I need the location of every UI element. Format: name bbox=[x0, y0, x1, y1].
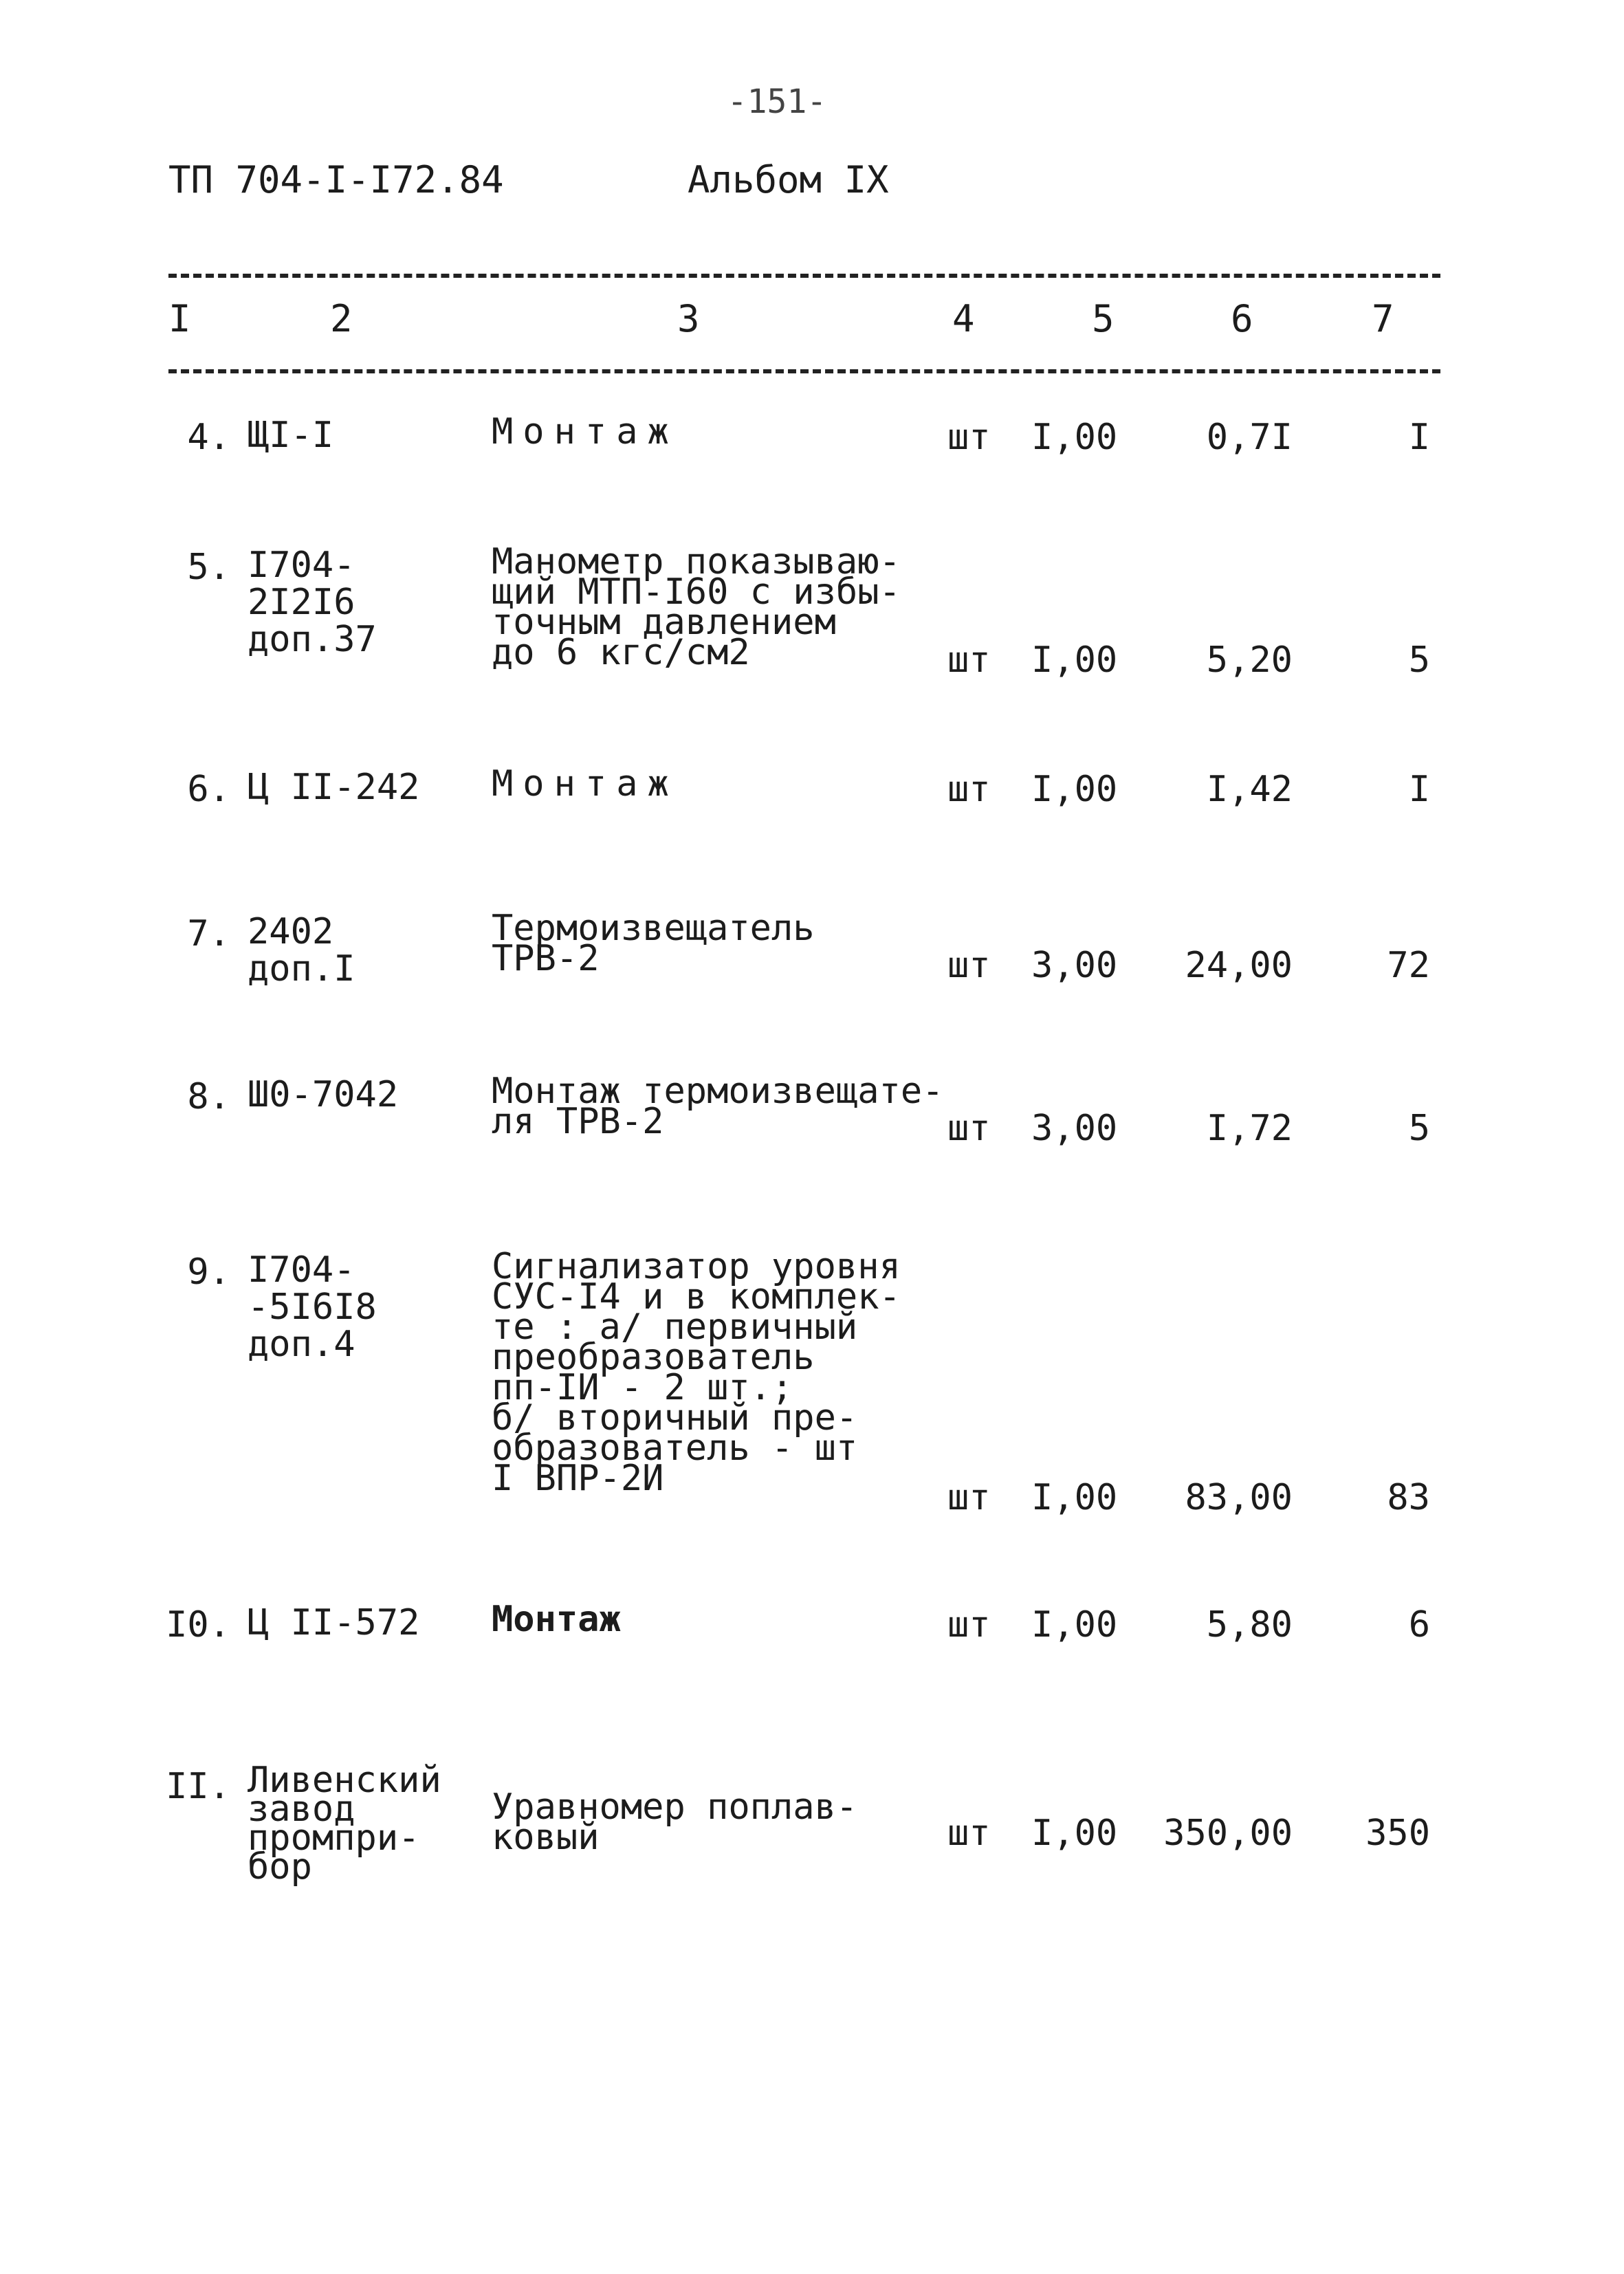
row-unit: шт bbox=[947, 639, 991, 681]
row-name: Уравномер поплав- ковый bbox=[492, 1786, 858, 1858]
row-unit: шт bbox=[947, 1477, 991, 1518]
column-header-3: 3 bbox=[677, 297, 700, 340]
row-code: Ц II-572 bbox=[248, 1602, 420, 1643]
row-unit: шт bbox=[947, 1108, 991, 1149]
row-code: I704- 2I2I6 доп.37 bbox=[248, 545, 377, 660]
row-total: 5 bbox=[1408, 1108, 1430, 1149]
row-quantity: I,00 bbox=[1031, 769, 1118, 810]
header-bottom-rule bbox=[168, 369, 1440, 373]
row-number: 4. bbox=[187, 417, 230, 458]
row-number: 8. bbox=[187, 1076, 230, 1117]
row-unit: шт bbox=[947, 945, 991, 986]
row-price: 5,80 bbox=[1206, 1604, 1293, 1646]
album-label: Альбом IX bbox=[688, 158, 889, 201]
row-number: 5. bbox=[187, 547, 230, 588]
row-unit: шт bbox=[947, 769, 991, 810]
row-name: Монтаж bbox=[492, 1599, 621, 1640]
row-price: 83,00 bbox=[1185, 1477, 1293, 1518]
row-price: I,72 bbox=[1206, 1108, 1293, 1149]
row-name: Сигнализатор уровня СУС-I4 и в комплек- те : а/ первичный преобразователь пп-IИ - 2 шт.; б/ вторичный пре- образователь - шт I ВПР-2И bbox=[492, 1246, 901, 1499]
row-total: 83 bbox=[1387, 1477, 1430, 1518]
row-code: 2402 доп.I bbox=[248, 911, 355, 990]
row-total: 350 bbox=[1365, 1813, 1430, 1854]
row-unit: шт bbox=[947, 1813, 991, 1854]
row-quantity: 3,00 bbox=[1031, 1108, 1118, 1149]
row-price: 24,00 bbox=[1185, 945, 1293, 986]
column-header-4: 4 bbox=[952, 297, 975, 340]
row-code: Ц II-242 bbox=[248, 767, 420, 808]
row-total: 72 bbox=[1387, 945, 1430, 986]
row-price: I,42 bbox=[1206, 769, 1293, 810]
row-code: Ш0-7042 bbox=[248, 1074, 399, 1115]
column-header-7: 7 bbox=[1372, 297, 1394, 340]
document-code: ТП 704-I-I72.84 bbox=[168, 158, 504, 201]
row-quantity: I,00 bbox=[1031, 1813, 1118, 1854]
row-unit: шт bbox=[947, 1604, 991, 1646]
row-quantity: I,00 bbox=[1031, 1604, 1118, 1646]
row-number: 7. bbox=[187, 913, 230, 954]
row-total: I bbox=[1408, 417, 1430, 458]
page-number: -151- bbox=[727, 83, 827, 121]
column-header-1: I bbox=[168, 297, 191, 340]
row-name: Манометр показываю- щий МТП-I60 с избы- точным давлением до 6 кгс/см2 bbox=[492, 541, 901, 673]
row-code: I704- -5I6I8 доп.4 bbox=[248, 1249, 377, 1365]
row-quantity: I,00 bbox=[1031, 639, 1118, 681]
column-header-5: 5 bbox=[1092, 297, 1115, 340]
row-unit: шт bbox=[947, 417, 991, 458]
row-quantity: 3,00 bbox=[1031, 945, 1118, 986]
row-name: Монтаж bbox=[492, 411, 679, 452]
row-price: 0,7I bbox=[1206, 417, 1293, 458]
column-header-2: 2 bbox=[330, 297, 353, 340]
row-number: 6. bbox=[187, 769, 230, 810]
table-top-rule bbox=[168, 274, 1440, 278]
row-name: Монтаж bbox=[492, 763, 679, 805]
row-number: 9. bbox=[187, 1251, 230, 1293]
row-total: 5 bbox=[1408, 639, 1430, 681]
row-code: Ливенский завод промпри- бор bbox=[248, 1760, 441, 1888]
row-name: Термоизвещатель ТРВ-2 bbox=[492, 908, 815, 979]
row-quantity: I,00 bbox=[1031, 1477, 1118, 1518]
row-price: 5,20 bbox=[1206, 639, 1293, 681]
row-name: Монтаж термоизвещате- ля ТРВ-2 bbox=[492, 1071, 944, 1142]
column-header-6: 6 bbox=[1231, 297, 1253, 340]
row-total: I bbox=[1408, 769, 1430, 810]
row-total: 6 bbox=[1408, 1604, 1430, 1646]
row-code: ЩI-I bbox=[248, 415, 334, 456]
row-number: II. bbox=[166, 1766, 230, 1807]
row-price: 350,00 bbox=[1163, 1813, 1293, 1854]
row-number: I0. bbox=[166, 1604, 230, 1646]
row-quantity: I,00 bbox=[1031, 417, 1118, 458]
